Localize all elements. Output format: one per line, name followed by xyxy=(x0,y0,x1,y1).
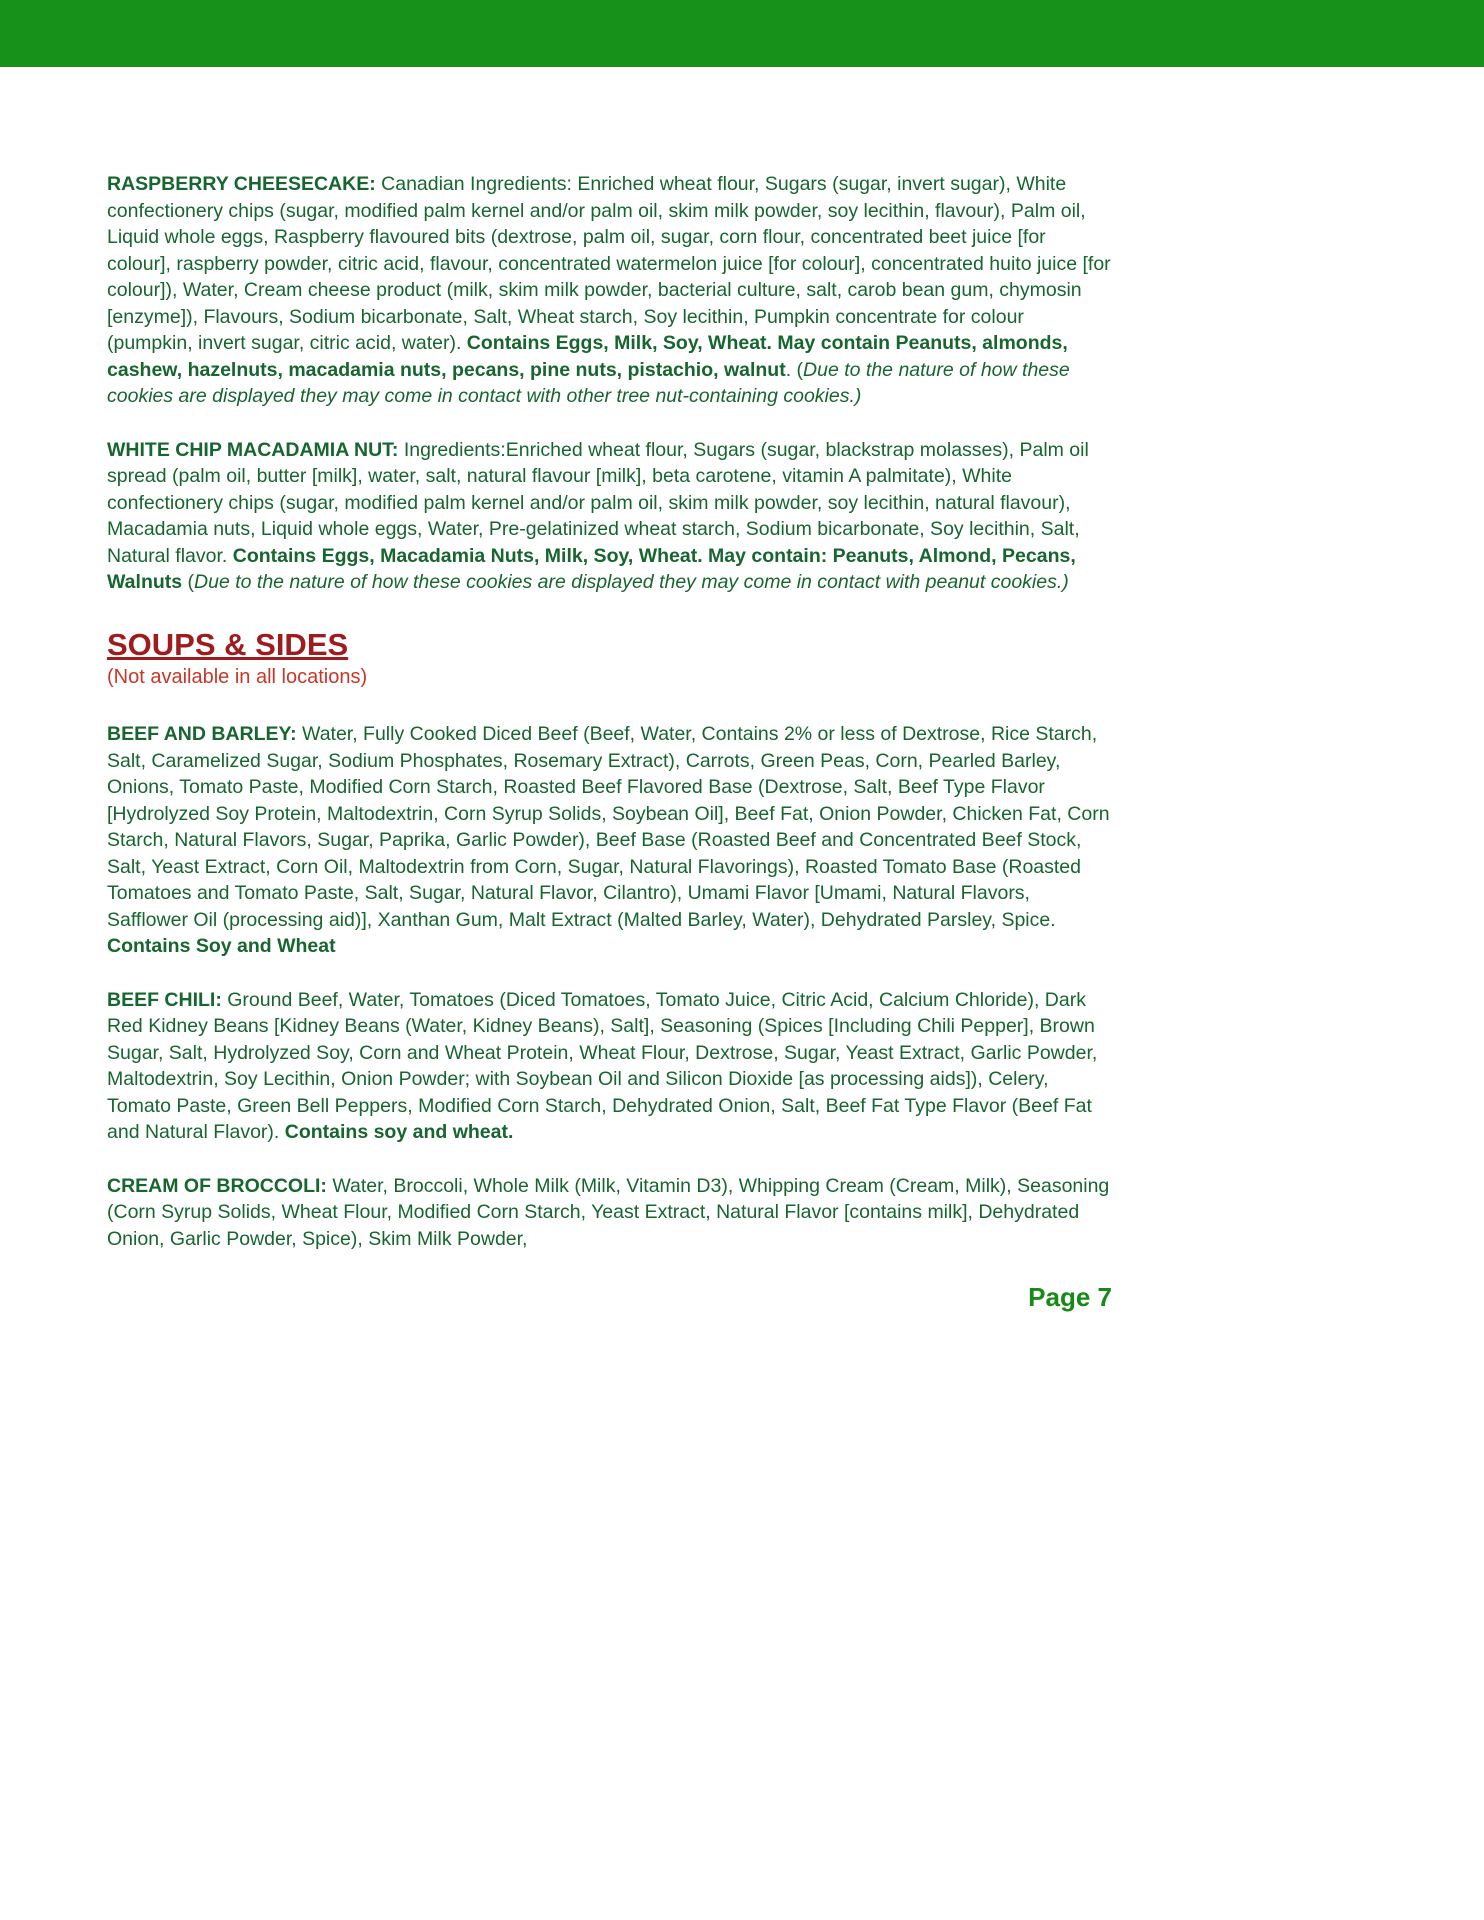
cream-of-broccoli-paragraph xyxy=(107,1173,1112,1253)
cookie-ingredients-section xyxy=(107,171,1112,596)
text-segment: Contains Soy and Wheat xyxy=(107,935,336,958)
text-segment: Contains Eggs, Milk, Soy, Wheat. May contain Peanuts, almonds, cashew, hazelnuts, macadamia nuts, pecans, pine nuts, pistachio, walnut xyxy=(107,332,1068,381)
soups-availability-note: (Not available in all locations) xyxy=(107,665,368,688)
text-segment: Contains Eggs, Macadamia Nuts, Milk, Soy, Wheat. May contain: Peanuts, Almond, Pecans, Walnuts xyxy=(107,544,1076,594)
text-segment: Ingredients:Enriched wheat flour, Sugars (sugar, blackstrap molasses), Palm oil spread (palm oil, butter [milk], water, salt, natural flavour [milk], beta carotene, vitamin A palmitate), White confectionery chips (sugar, modified palm kernel and/or palm oil, skim milk powder, soy lecithin, natural flavour), Macadamia nuts, Liquid whole eggs, Water, Pre-gelatinized wheat starch, Sodium bicarbonate, Soy lecithin, Salt, Natural flavor. xyxy=(107,438,1089,567)
text-segment: BEEF CHILI: xyxy=(107,988,222,1011)
text-segment: Contains soy and wheat. xyxy=(284,1121,514,1144)
text-segment: Water, Broccoli, Whole Milk (Milk, Vitamin D3), Whipping Cream (Cream, Milk), Seasoning (Corn Syrup Solids, Wheat Flour, Modified Corn Starch, Yeast Extract, Natural Flavor [contains milk], Dehydrated Onion, Garlic Powder, Spice), Skim Milk Powder, xyxy=(107,1174,1110,1250)
white-chip-macadamia-paragraph xyxy=(107,437,1112,596)
header-bar xyxy=(0,0,1484,67)
text-segment: ( xyxy=(182,571,195,594)
text-segment: Water, Fully Cooked Diced Beef (Beef, Water, Contains 2% or less of Dextrose, Rice Starch, Salt, Caramelized Sugar, Sodium Phosphates, Rosemary Extract), Carrots, Green Peas, Corn, Pearled Barley, Onions, Tomato Paste, Modified Corn Starch, Roasted Beef Flavored Base (Dextrose, Salt, Beef Type Flavor [Hydrolyzed Soy Protein, Maltodextrin, Corn Syrup Solids, Soybean Oil], Beef Fat, Onion Powder, Chicken Fat, Corn Starch, Natural Flavors, Sugar, Paprika, Garlic Powder), Beef Base (Roasted Beef and Concentrated Beef Stock, Salt, Yeast Extract, Corn Oil, Maltodextrin from Corn, Sugar, Natural Flavorings), Roasted Tomato Base (Roasted Tomatoes and Tomato Paste, Salt, Sugar, Natural Flavor, Cilantro), Umami Flavor [Umami, Natural Flavors, Safflower Oil (processing aid)], Xanthan Gum, Malt Extract (Malted Barley, Water), Dehydrated Parsley, Spice. xyxy=(107,723,1110,931)
text-segment: Due to the nature of how these cookies are displayed they may come in contact with peanut cookies.) xyxy=(194,571,1069,594)
text-segment: BEEF AND BARLEY: xyxy=(107,723,297,746)
text-segment: CREAM OF BROCCOLI: xyxy=(107,1174,327,1197)
text-segment: RASPBERRY CHEESECAKE: xyxy=(107,173,376,195)
page-content xyxy=(0,67,1112,1316)
soup-ingredients-section xyxy=(107,721,1112,1252)
page-number: Page 7 xyxy=(1028,1282,1112,1313)
raspberry-cheesecake-paragraph xyxy=(107,171,1112,410)
beef-chili-paragraph xyxy=(107,987,1112,1146)
text-segment: Canadian Ingredients: Enriched wheat flour, Sugars (sugar, invert sugar), White confectionery chips (sugar, modified palm kernel and/or palm oil, skim milk powder, soy lecithin, flavour), Palm oil, Liquid whole eggs, Raspberry flavoured bits (dextrose, palm oil, sugar, corn flour, concentrated beet juice [for colour], raspberry powder, citric acid, flavour, concentrated watermelon juice [for colour], concentrated huito juice [for colour]), Water, Cream cheese product (milk, skim milk powder, bacterial culture, salt, carob bean gum, chymosin [enzyme]), Flavours, Sodium bicarbonate, Salt, Wheat starch, Soy lecithin, Pumpkin concentrate for colour (pumpkin, invert sugar, citric acid, water). xyxy=(107,173,1111,355)
soups-sides-heading: SOUPS & SIDES xyxy=(107,626,349,662)
text-segment: Ground Beef, Water, Tomatoes (Diced Tomatoes, Tomato Juice, Citric Acid, Calcium Chloride), Dark Red Kidney Beans [Kidney Beans (Water, Kidney Beans), Salt], Seasoning (Spices [Including Chili Pepper], Brown Sugar, Salt, Hydrolyzed Soy, Corn and Wheat Protein, Wheat Flour, Dextrose, Sugar, Yeast Extract, Garlic Powder, Maltodextrin, Soy Lecithin, Onion Powder; with Soybean Oil and Silicon Dioxide [as processing aids]), Celery, Tomato Paste, Green Bell Peppers, Modified Corn Starch, Dehydrated Onion, Salt, Beef Fat Type Flavor (Beef Fat and Natural Flavor). xyxy=(107,988,1098,1144)
beef-and-barley-paragraph xyxy=(107,721,1112,960)
text-segment: Due to the nature of how these cookies are displayed they may come in contact with other tree nut-containing cookies.) xyxy=(107,358,1070,408)
text-segment: . ( xyxy=(785,358,804,381)
text-segment: WHITE CHIP MACADAMIA NUT: xyxy=(107,438,399,461)
